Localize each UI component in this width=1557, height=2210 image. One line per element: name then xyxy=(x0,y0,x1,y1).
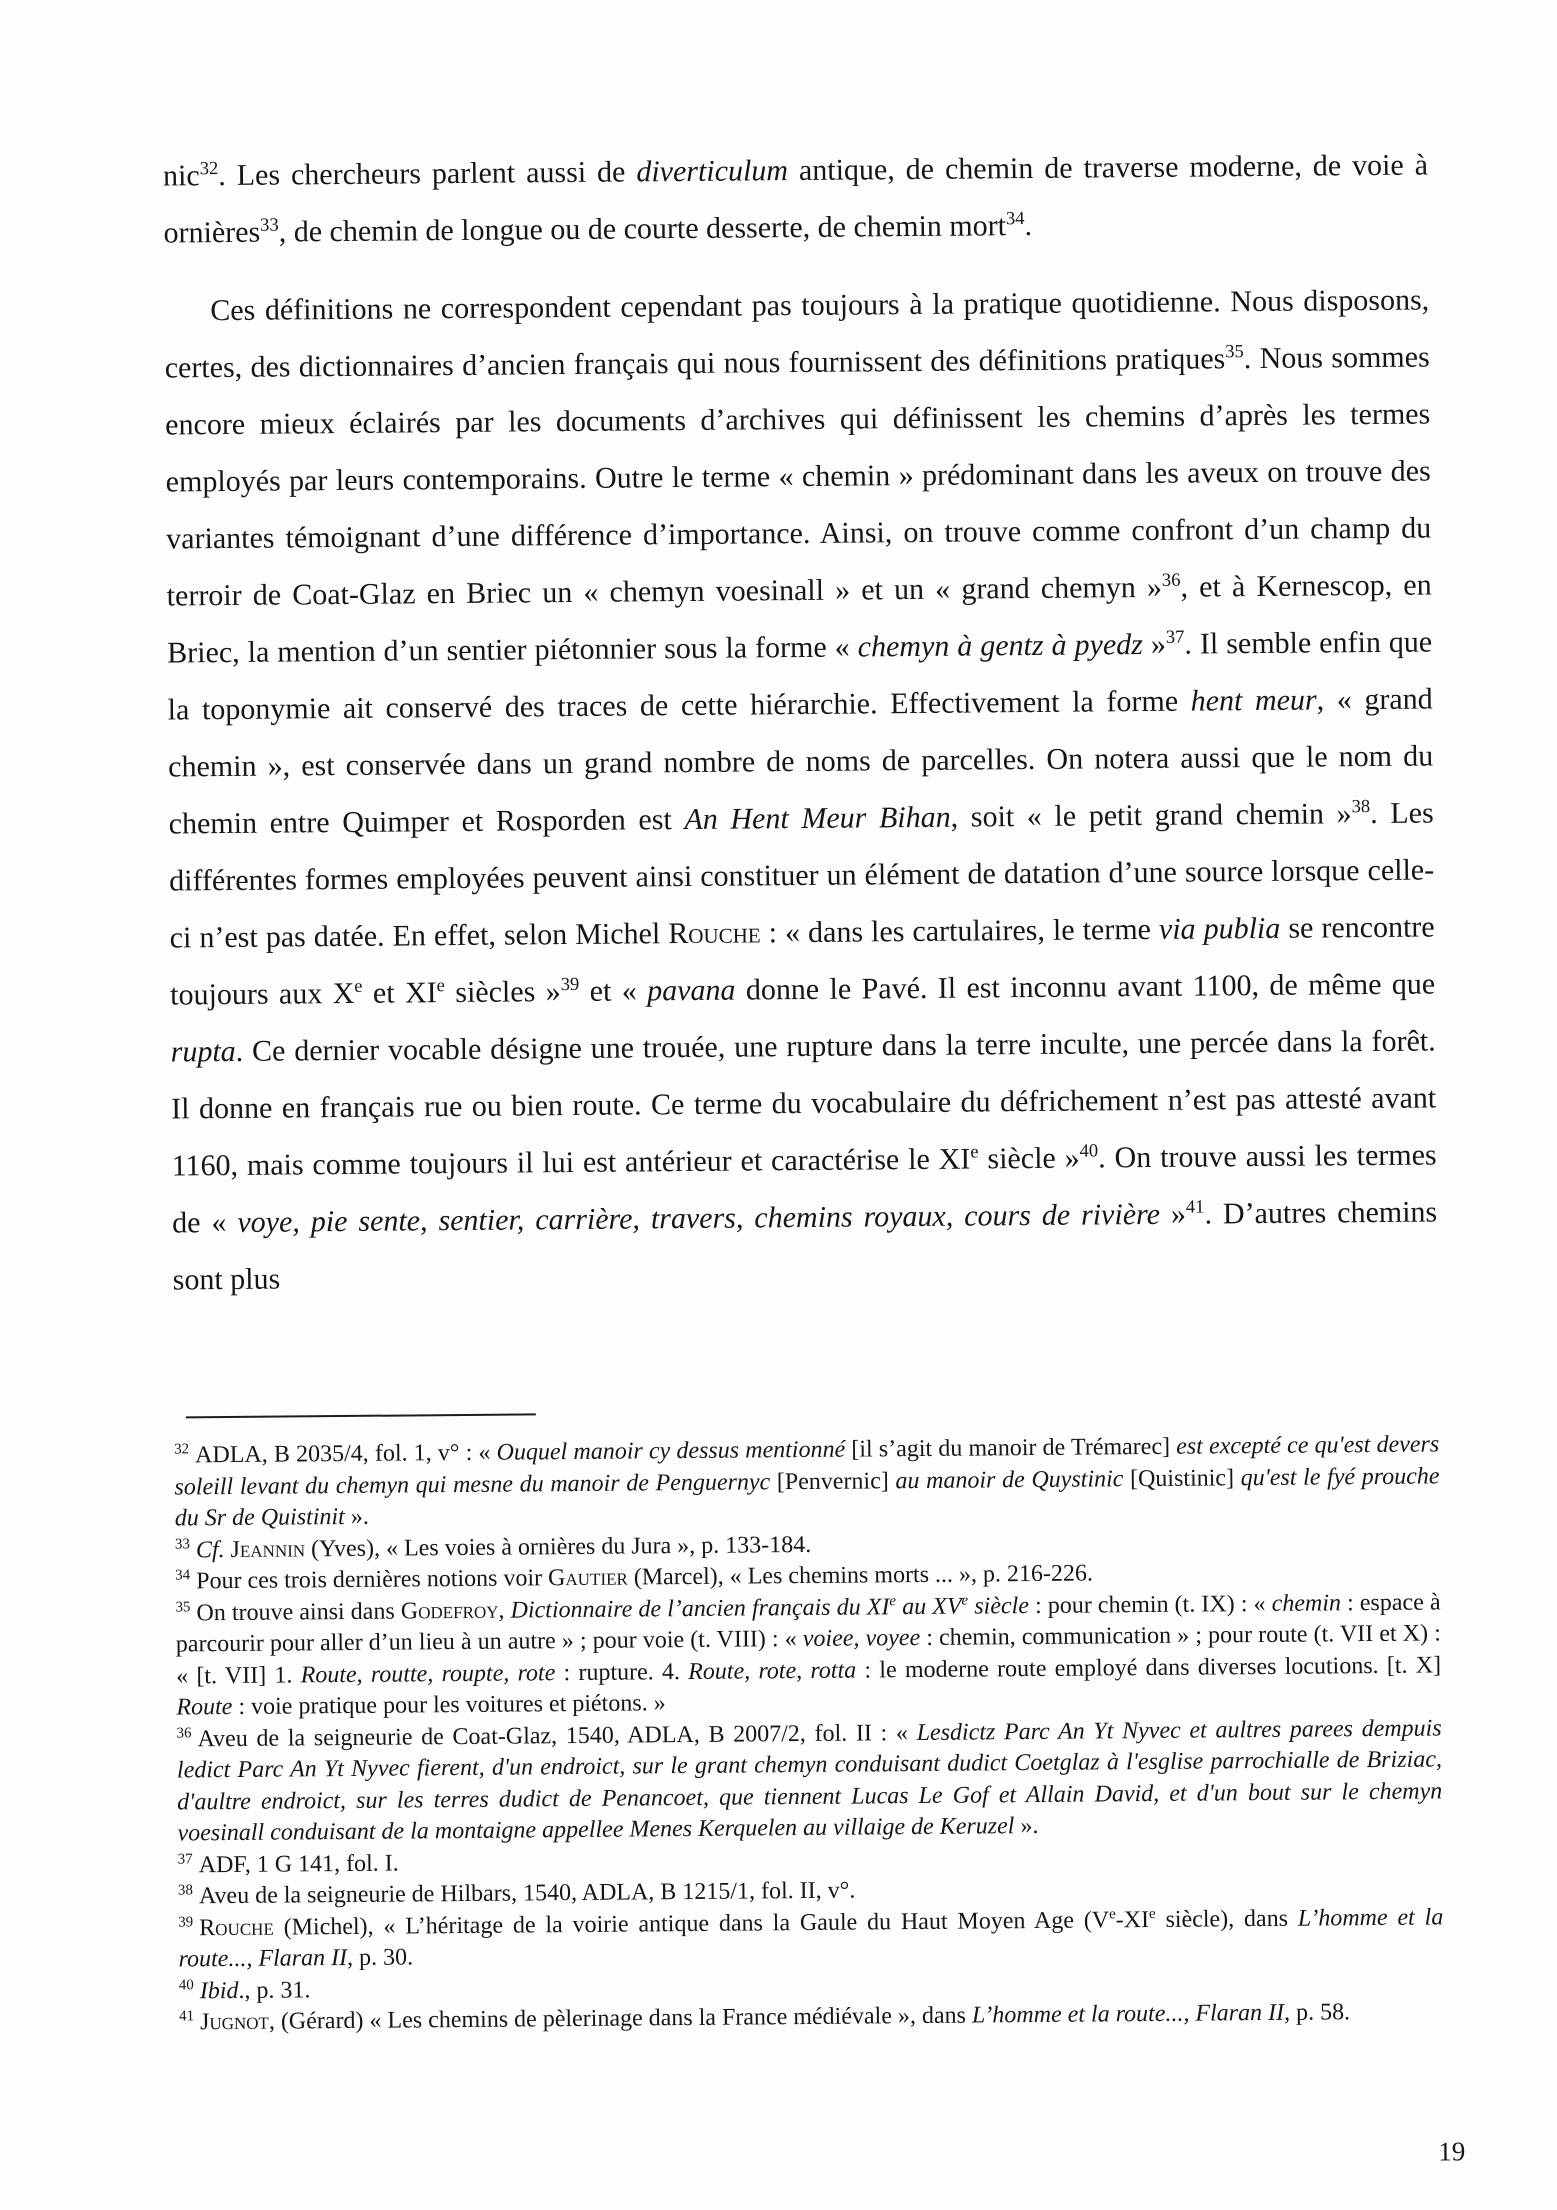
text-run: , xyxy=(498,1597,511,1624)
text-run: . Les différentes formes employées peuvent ainsi constituer un élément de datation d’une source lorsque celle-ci n’est pas datée. En effet, selon Michel xyxy=(169,796,1435,955)
text-run: au manoir de Quystinic xyxy=(895,1465,1124,1494)
text-run: [Penvernic] xyxy=(770,1467,896,1495)
text-run: qu'est le fyé prouche du Sr de Quistinit xyxy=(174,1462,1440,1532)
text-run: Ibid xyxy=(199,1977,239,2004)
text-run: , soit « le petit grand chemin » xyxy=(950,797,1352,834)
superscript-ref: e xyxy=(889,1592,897,1609)
footnote-number: 37 xyxy=(177,1850,193,1867)
text-run: ». xyxy=(344,1503,369,1531)
text-run: L’homme et la route..., Flaran II xyxy=(178,1903,1444,1973)
footnotes-section xyxy=(174,1429,1444,2039)
text-run: (Michel), « L’héritage de la voirie antique dans la Gaule du Haut Moyen Age (V xyxy=(273,1906,1110,1941)
text-run: . D’autres chemins sont plus xyxy=(172,1195,1438,1297)
text-run: Cf. xyxy=(195,1536,225,1563)
text-run: Jugnot xyxy=(199,2008,269,2036)
superscript-ref: 32 xyxy=(199,158,219,180)
superscript-ref: e xyxy=(436,975,445,997)
superscript-ref: 40 xyxy=(1079,1140,1099,1162)
text-run: Rouche xyxy=(668,916,761,951)
footnote-separator xyxy=(186,1413,536,1418)
text-run: . On trouve aussi les termes de « xyxy=(172,1138,1437,1240)
text-run: Dictionnaire de l’ancien français du XI xyxy=(510,1593,890,1624)
text-run: Route, rote, rotta xyxy=(688,1657,857,1685)
text-run: . Il semble enfin que la toponymie ait conservé des traces de cette hiérarchie. Effectivement la forme xyxy=(167,625,1433,727)
text-run: Ces définitions ne correspondent cependant pas toujours à la pratique quotidienne. Nous disposons, certes, des dictionnaires d’ancien français qui nous fournissent des définitions pratiques xyxy=(164,283,1430,385)
text-run: nic xyxy=(162,159,200,193)
superscript-ref: 33 xyxy=(260,214,279,236)
text-run: An Hent Meur Bihan xyxy=(684,800,951,837)
footnote-number: 34 xyxy=(175,1567,191,1584)
footnote-item xyxy=(175,1587,1441,1724)
text-run: . Les chercheurs parlent aussi de xyxy=(218,155,637,193)
footnote-item xyxy=(178,1902,1444,1976)
text-run: (Yves), « Les voies à ornières du Jura », p. 133-184. xyxy=(304,1531,812,1562)
text-run: pavana xyxy=(646,973,736,1008)
paragraph xyxy=(164,272,1438,1309)
text-run: » xyxy=(1142,627,1167,662)
superscript-ref: 38 xyxy=(1351,796,1371,818)
text-run: Lesdictz Parc An Yt Nyvec et aultres parees dempuis ledict Parc An Yt Nyvec fierent, d'un endroict, sur le grant chemyn conduisant dudict Coetglaz à l'esglise parrochialle de Briziac, d'aultre endroict, sur les terres dudict de Penancoet, que tiennent Lucas Le Gof et Allain David, et d'un bout sur le chemyn voesinall conduisant de la montaigne appellee Menes Kerquelen au villaige de Keruzel xyxy=(176,1714,1443,1847)
text-run: : pour chemin (t. IX) : « xyxy=(1028,1590,1272,1619)
text-run: antique, de chemin de traverse moderne, de voie à ornières xyxy=(163,148,1429,250)
text-run: , (Gérard) « Les chemins de pèlerinage dans la France médiévale », dans xyxy=(268,2002,973,2035)
superscript-ref: e xyxy=(1148,1905,1156,1922)
text-run: Aveu de la seigneurie de Hilbars, 1540, ADLA, B 1215/1, fol. II, v°. xyxy=(198,1877,856,1910)
superscript-ref: 36 xyxy=(1161,569,1181,591)
superscript-ref: 41 xyxy=(1185,1196,1205,1218)
text-run: : chemin, communication » ; pour route (t. VII et X) : « [t. VII] 1. xyxy=(176,1620,1441,1689)
body-text xyxy=(163,137,1438,1309)
text-run: ». xyxy=(1014,1812,1039,1840)
text-run: On trouve ainsi dans xyxy=(196,1598,401,1626)
footnote-number: 32 xyxy=(174,1441,190,1458)
text-run: , et à Kernescop, en Briec, la mention d’un sentier piétonnier sous la forme « xyxy=(167,568,1432,670)
text-run: : rupture. 4. xyxy=(555,1658,689,1686)
text-run: L’homme et la route..., Flaran II xyxy=(971,1999,1285,2029)
superscript-ref: e xyxy=(1108,1905,1116,1922)
footnote-item xyxy=(177,1713,1443,1850)
text-run: Pour ces trois dernières notions voir xyxy=(196,1565,549,1595)
text-run: Route, routte, roupte, rote xyxy=(300,1659,556,1688)
text-run: est excepté ce qu'est devers soleill levant du chemyn qui mesne du manoir de Penguernyc xyxy=(174,1431,1440,1500)
text-run: voye, pie sente, sentier, carrière, travers, chemins royaux, cours de rivière xyxy=(237,1197,1161,1239)
text-run: Ouquel manoir cy dessus mentionné xyxy=(496,1436,846,1466)
text-run: au XV xyxy=(895,1593,962,1620)
text-run: ., p. 31. xyxy=(238,1976,311,2004)
footnote-item xyxy=(174,1429,1440,1535)
text-run: , « grand chemin », est conservée dans un grand nombre de noms de parcelles. On notera aussi que le nom du chemin entre Quimper et Rosporden est xyxy=(168,682,1434,841)
text-run: Godefroy xyxy=(400,1597,499,1625)
text-run: : le moderne route employé dans diverses locutions. [t. X] xyxy=(856,1651,1442,1684)
text-run: : espace à parcourir pour aller d’un lieu à un autre » ; pour voie (t. VIII) : « xyxy=(175,1588,1441,1658)
text-run: [il s’agit du manoir de Trémarec] xyxy=(845,1433,1177,1463)
footnote-number: 40 xyxy=(178,1976,194,1993)
text-run: : « dans les cartulaires, le terme xyxy=(760,912,1160,950)
text-run: Jeannin xyxy=(230,1535,306,1563)
text-run: hent meur xyxy=(1190,683,1317,718)
page-content xyxy=(162,137,1466,2210)
text-run: via publia xyxy=(1158,911,1281,946)
superscript-ref: 37 xyxy=(1165,626,1185,648)
text-run: siècle), dans xyxy=(1155,1905,1298,1933)
superscript-ref: 35 xyxy=(1225,341,1244,363)
text-run: [Quistinic] xyxy=(1123,1464,1241,1492)
text-run: , de chemin de longue ou de courte desserte, de chemin mort xyxy=(278,209,1007,249)
text-run: voiee, voyee xyxy=(802,1624,921,1653)
text-run: Route xyxy=(176,1694,233,1721)
text-run: ADF, 1 G 141, fol. I. xyxy=(198,1850,399,1878)
text-run: : voie pratique pour les voitures et piétons. » xyxy=(232,1690,666,1721)
footnote-number: 39 xyxy=(178,1913,194,1930)
text-run: Rouche xyxy=(199,1914,274,1941)
text-run: chemin xyxy=(1271,1589,1342,1617)
text-run: siècle xyxy=(968,1592,1030,1620)
superscript-ref: 34 xyxy=(1005,208,1025,230)
superscript-ref: e xyxy=(970,1141,979,1163)
text-run: et « xyxy=(579,974,648,1008)
text-run: siècle » xyxy=(978,1141,1080,1176)
text-run: -XI xyxy=(1115,1906,1150,1933)
text-run: Gautier xyxy=(548,1564,628,1592)
text-run: donne le Pavé. Il est inconnu avant 1100, de même que xyxy=(735,967,1436,1007)
text-run: . Ce dernier vocable désigne une trouée, une rupture dans la terre inculte, une percée dans la forêt. Il donne en français rue ou bien route. Ce terme du vocabulaire du défrichement n’est pas attesté avant 1160, mais comme toujours il lui est antérieur et caractérise le XI xyxy=(171,1024,1437,1183)
text-run: » xyxy=(1159,1197,1187,1231)
text-run: , p. 58. xyxy=(1283,1999,1351,2026)
superscript-ref: e xyxy=(961,1592,969,1609)
superscript-ref: e xyxy=(354,975,363,997)
footnote-number: 36 xyxy=(176,1724,192,1741)
page-number: 19 xyxy=(1438,2136,1466,2167)
text-run: Aveu de la seigneurie de Coat-Glaz, 1540, ADLA, B 2007/2, fol. II : « xyxy=(197,1719,917,1752)
text-run: se rencontre toujours aux X xyxy=(170,910,1435,1012)
text-run: . Nous sommes encore mieux éclairés par les documents d’archives qui définissent les chemins d’après les termes employés par leurs contemporains. Outre le terme « chemin » prédominant dans les aveux on trouve des variantes témoignant d’une différence d’importance. Ainsi, on trouve comme confront d’un champ du terroir de Coat-Glaz en Briec un « chemyn voesinall » et un « grand chemyn » xyxy=(165,340,1432,613)
text-run: siècles » xyxy=(444,975,561,1010)
text-run: rupta xyxy=(170,1034,236,1069)
text-run: et XI xyxy=(362,976,437,1010)
footnote-number: 35 xyxy=(175,1598,191,1615)
text-run: (Marcel), « Les chemins morts ... », p. 216-226. xyxy=(627,1560,1094,1591)
text-run: ADLA, B 2035/4, fol. 1, v° : « xyxy=(194,1439,497,1469)
text-run: , p. 30. xyxy=(346,1944,414,1972)
text-run: diverticulum xyxy=(636,154,789,189)
superscript-ref: 39 xyxy=(560,973,580,996)
footnote-number: 41 xyxy=(179,2008,195,2025)
footnote-number: 33 xyxy=(174,1535,190,1552)
footnote-number: 38 xyxy=(177,1882,193,1899)
text-run: . xyxy=(1024,208,1033,243)
paragraph xyxy=(163,137,1429,262)
text-run: chemyn à gentz à pyedz xyxy=(857,628,1144,664)
